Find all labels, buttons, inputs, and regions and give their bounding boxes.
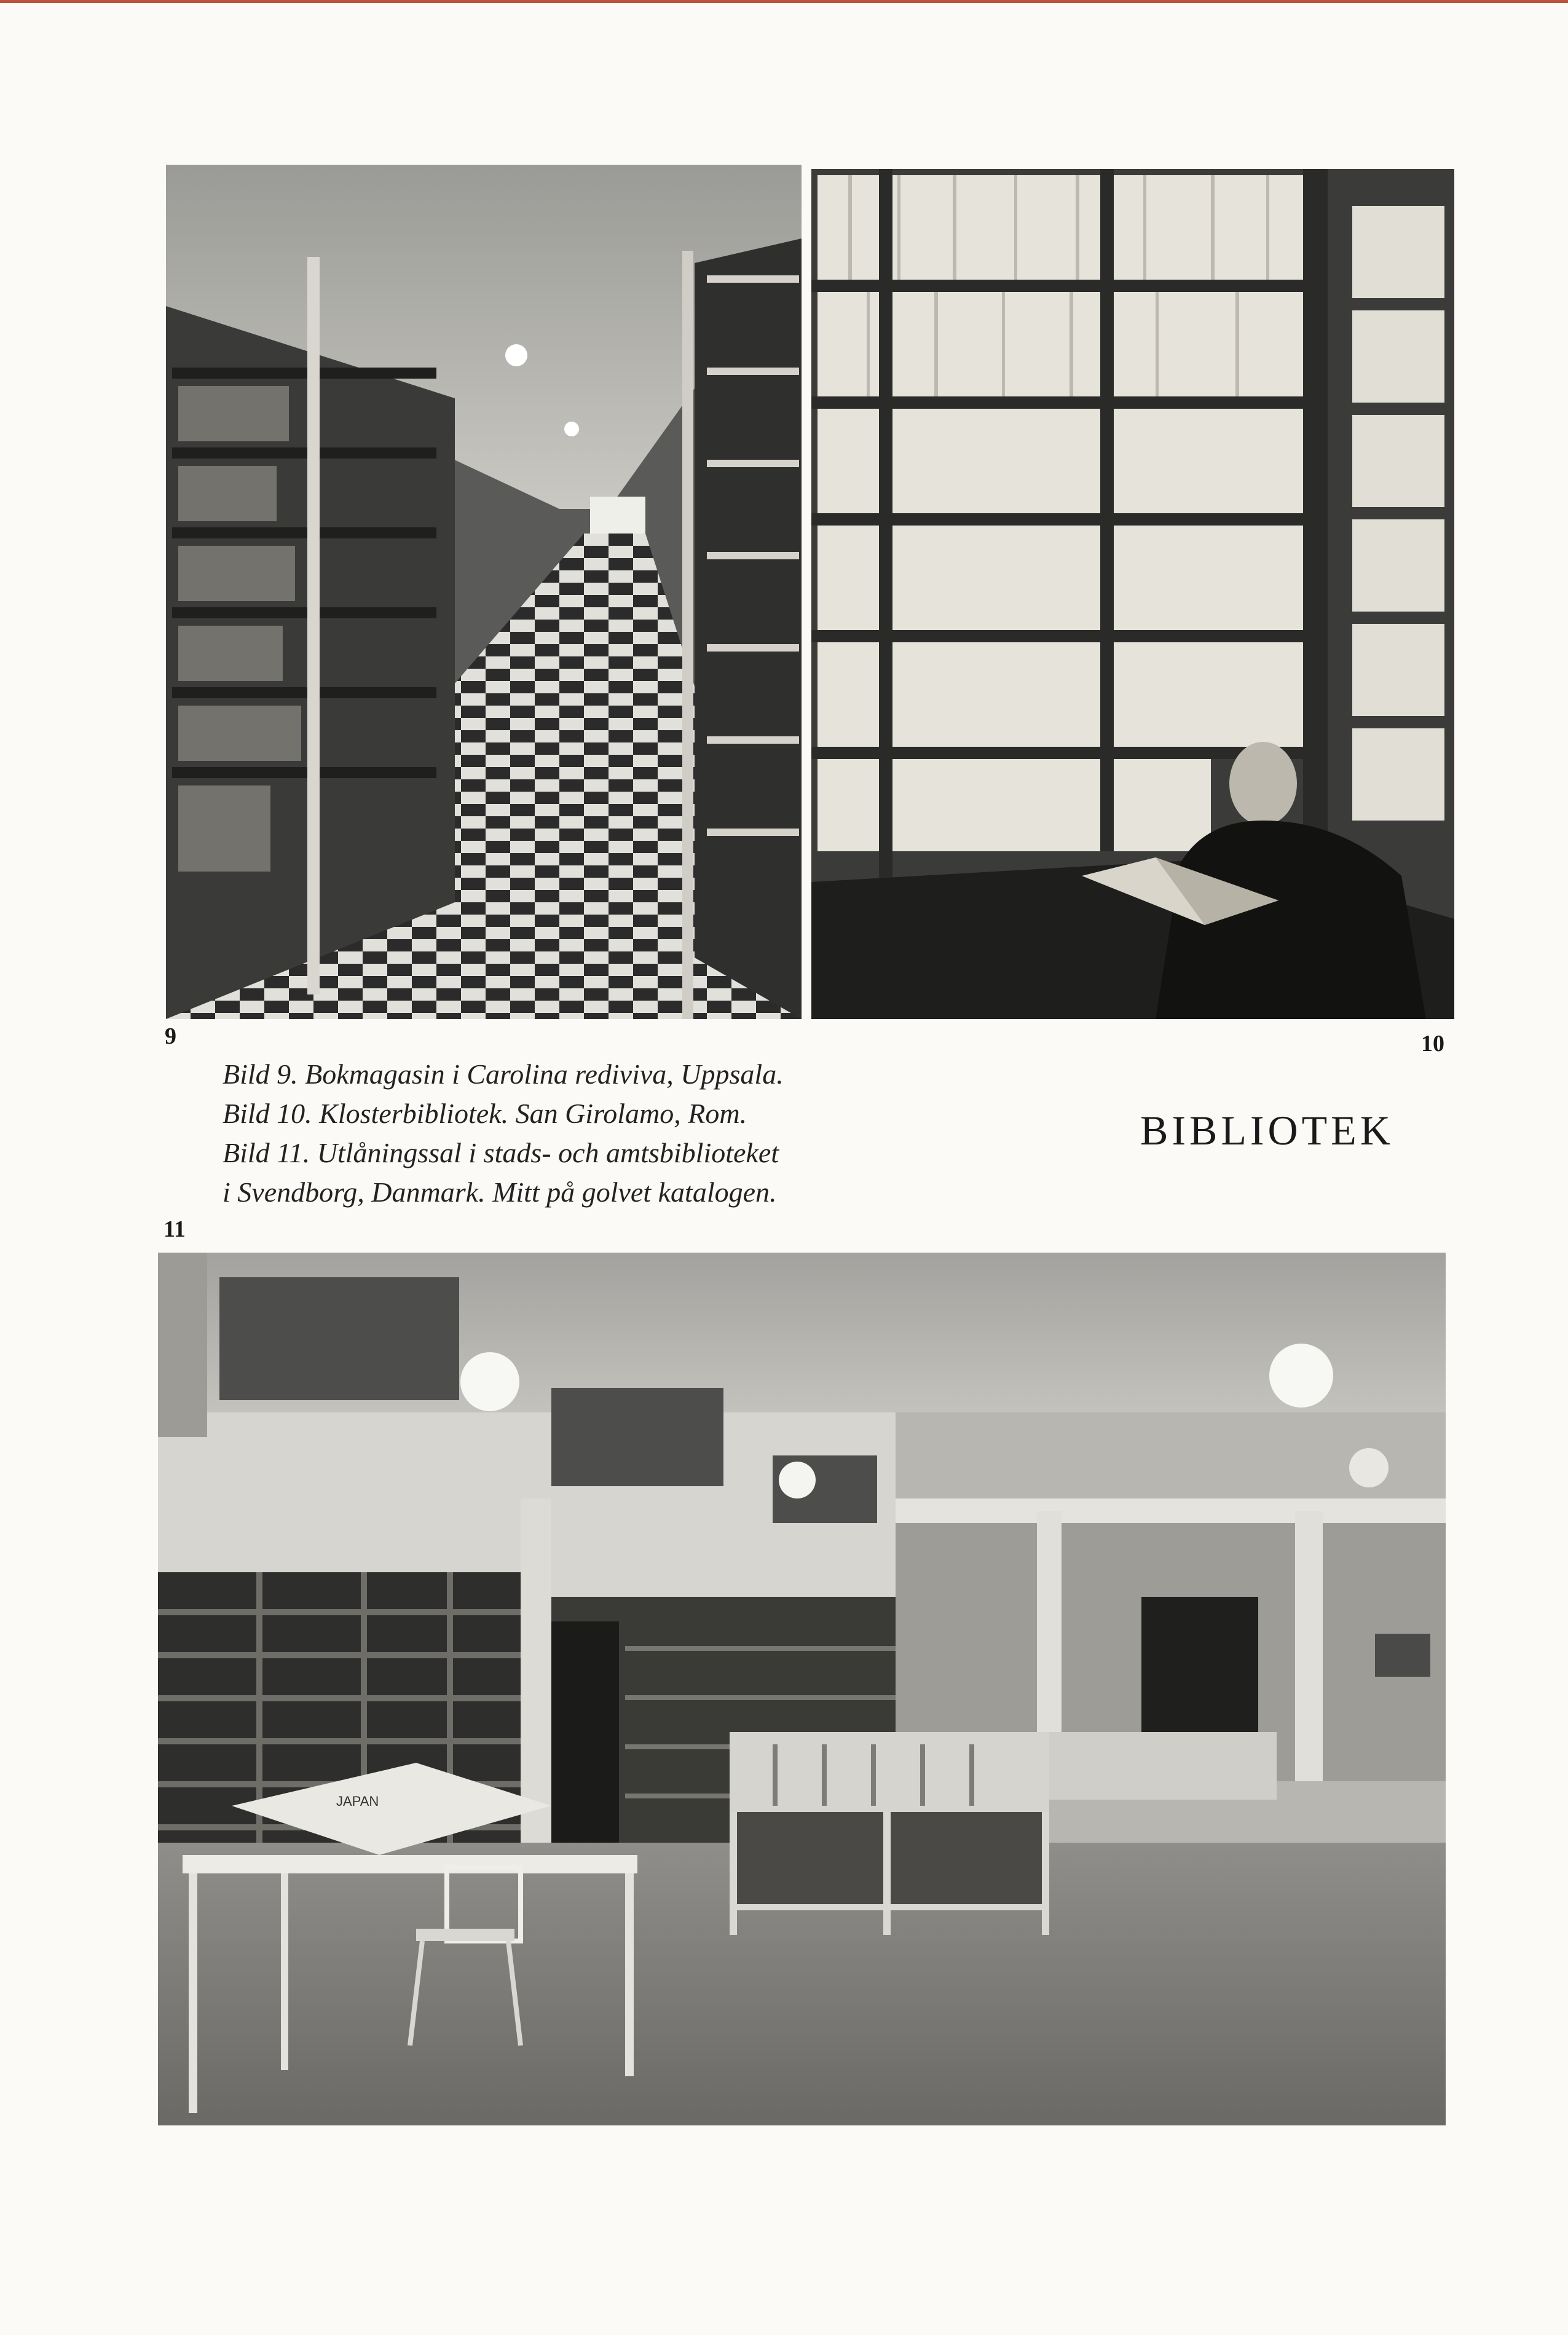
photo-utlaningssal (158, 1253, 1446, 2125)
photo-bokmagasin-drawing (166, 165, 802, 1019)
figure-number-10: 10 (1421, 1031, 1444, 1057)
page-top-edge (0, 0, 1568, 3)
photo-bokmagasin (166, 165, 802, 1019)
section-title: BIBLIOTEK (1140, 1107, 1394, 1154)
figure-captions (223, 1055, 948, 1212)
photo-utlaningssal-drawing (158, 1253, 1446, 2125)
caption-line-3: Bild 11. Utlåningssal i stads- och amtsbiblioteket (223, 1137, 779, 1168)
caption-line-1: Bild 9. Bokmagasin i Carolina rediviva, Uppsala. (223, 1058, 784, 1090)
figure-number-9: 9 (165, 1023, 176, 1049)
caption-line-2: Bild 10. Klosterbibliotek. San Girolamo, Rom. (223, 1098, 747, 1129)
caption-line-4: i Svendborg, Danmark. Mitt på golvet katalogen. (223, 1176, 777, 1208)
japan-sign: JAPAN (336, 1794, 379, 1809)
photo-klosterbibliotek (811, 169, 1454, 1019)
photo-klosterbibliotek-drawing (811, 169, 1454, 1019)
figure-number-11: 11 (163, 1216, 186, 1242)
